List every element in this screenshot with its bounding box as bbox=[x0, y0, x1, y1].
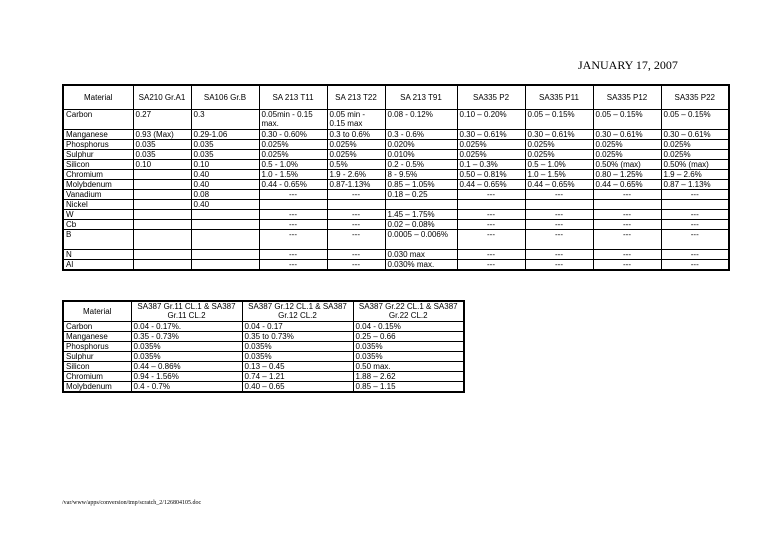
table-row bbox=[63, 159, 729, 169]
table-cell: 0.035% bbox=[242, 351, 353, 361]
table-cell: 0.5% bbox=[327, 159, 385, 169]
table-cell: --- bbox=[327, 209, 385, 219]
table-cell: 0.50 – 0.81% bbox=[457, 169, 525, 179]
table-cell: 0.3 to 0.6% bbox=[327, 129, 385, 139]
table-cell: 0.035% bbox=[131, 351, 242, 361]
table-cell: 0.025% bbox=[661, 149, 729, 159]
table-row bbox=[63, 229, 729, 249]
table-cell: 0.035 bbox=[191, 139, 259, 149]
table-cell: --- bbox=[457, 259, 525, 270]
table-cell: --- bbox=[259, 219, 327, 229]
table-cell: 0.50 max. bbox=[353, 361, 464, 371]
table-cell: --- bbox=[259, 209, 327, 219]
table-cell: 0.035 bbox=[133, 149, 191, 159]
table-cell: 0.50% (max) bbox=[661, 159, 729, 169]
table-cell bbox=[661, 199, 729, 209]
table-cell: 0.5 - 1.0% bbox=[259, 159, 327, 169]
table-cell: --- bbox=[457, 229, 525, 249]
row-label: Nickel bbox=[63, 199, 133, 209]
table-cell bbox=[133, 209, 191, 219]
table-cell bbox=[133, 199, 191, 209]
table-cell bbox=[259, 199, 327, 209]
table-cell: 0.025% bbox=[457, 139, 525, 149]
table-cell: --- bbox=[661, 209, 729, 219]
table-cell bbox=[593, 199, 661, 209]
composition-table-pipes bbox=[62, 84, 730, 271]
table-cell: --- bbox=[457, 219, 525, 229]
table-row bbox=[63, 199, 729, 209]
table-cell: --- bbox=[525, 229, 593, 249]
table-cell: 0.030% max. bbox=[385, 259, 457, 270]
table-row bbox=[63, 149, 729, 159]
table-cell: 0.3 bbox=[191, 109, 259, 129]
column-header: SA387 Gr.11 CL.1 & SA387 Gr.11 CL.2 bbox=[131, 301, 242, 321]
table-cell: --- bbox=[593, 189, 661, 199]
table-row bbox=[63, 259, 729, 270]
table-cell bbox=[191, 229, 259, 249]
table-cell: 0.40 bbox=[191, 179, 259, 189]
table-cell: 0.85 – 1.05% bbox=[385, 179, 457, 189]
table-cell: 0.94 - 1.56% bbox=[131, 371, 242, 381]
row-label: Molybdenum bbox=[63, 381, 131, 392]
table-cell: 0.04 - 0.17%. bbox=[131, 321, 242, 331]
table-cell: 0.29-1.06 bbox=[191, 129, 259, 139]
table-cell: --- bbox=[593, 259, 661, 270]
row-label: Phosphorus bbox=[63, 139, 133, 149]
table-cell: 0.035% bbox=[242, 341, 353, 351]
table-row bbox=[63, 169, 729, 179]
column-header-material: Material bbox=[63, 85, 133, 109]
row-label: Silicon bbox=[63, 159, 133, 169]
row-label: B bbox=[63, 229, 133, 249]
table-row bbox=[63, 321, 464, 331]
table-cell bbox=[385, 199, 457, 209]
table-cell: --- bbox=[259, 229, 327, 249]
table-cell: 0.30 – 0.61% bbox=[525, 129, 593, 139]
table-cell: 0.30 – 0.61% bbox=[457, 129, 525, 139]
table-cell: 0.74 – 1.21 bbox=[242, 371, 353, 381]
column-header: SA335 P2 bbox=[457, 85, 525, 109]
table-cell: 0.35 to 0.73% bbox=[242, 331, 353, 341]
row-label: Manganese bbox=[63, 129, 133, 139]
table-cell: 0.87 – 1.13% bbox=[661, 179, 729, 189]
table-cell: 0.85 – 1.15 bbox=[353, 381, 464, 392]
row-label: Molybdenum bbox=[63, 179, 133, 189]
table-row bbox=[63, 219, 729, 229]
table-cell: 0.030 max bbox=[385, 249, 457, 259]
table-cell bbox=[133, 259, 191, 270]
column-header: SA 213 T11 bbox=[259, 85, 327, 109]
table-row bbox=[63, 129, 729, 139]
table-cell: 0.025% bbox=[661, 139, 729, 149]
table-cell: 0.10 bbox=[133, 159, 191, 169]
table-cell: --- bbox=[457, 249, 525, 259]
table-cell: 0.0005 – 0.006% bbox=[385, 229, 457, 249]
column-header: SA 213 T22 bbox=[327, 85, 385, 109]
row-label: N bbox=[63, 249, 133, 259]
table-cell: 0.025% bbox=[525, 139, 593, 149]
table-cell: 0.035 bbox=[191, 149, 259, 159]
table-cell: --- bbox=[525, 189, 593, 199]
table-cell: --- bbox=[327, 229, 385, 249]
table-cell: 1.0 – 1.5% bbox=[525, 169, 593, 179]
table-cell: 0.025% bbox=[593, 139, 661, 149]
table-cell: 0.1 – 0.3% bbox=[457, 159, 525, 169]
table-cell: 0.2 - 0.5% bbox=[385, 159, 457, 169]
table-cell: 0.025% bbox=[259, 139, 327, 149]
table-row bbox=[63, 331, 464, 341]
table-cell: 0.4 - 0.7% bbox=[131, 381, 242, 392]
table-cell: 0.010% bbox=[385, 149, 457, 159]
table-cell: 1.9 – 2.6% bbox=[661, 169, 729, 179]
table-cell: 0.025% bbox=[327, 139, 385, 149]
table-row bbox=[63, 189, 729, 199]
column-header: SA106 Gr.B bbox=[191, 85, 259, 109]
row-label: Phosphorus bbox=[63, 341, 131, 351]
column-header: SA387 Gr.22 CL.1 & SA387 Gr.22 CL.2 bbox=[353, 301, 464, 321]
table-cell: 0.13 – 0.45 bbox=[242, 361, 353, 371]
table-cell: 0.40 bbox=[191, 199, 259, 209]
table-cell bbox=[191, 209, 259, 219]
table-cell: --- bbox=[525, 259, 593, 270]
row-label: Chromium bbox=[63, 169, 133, 179]
table-cell: --- bbox=[525, 219, 593, 229]
table-cell: --- bbox=[457, 189, 525, 199]
table-cell: --- bbox=[593, 249, 661, 259]
row-label: Vanadium bbox=[63, 189, 133, 199]
table-cell bbox=[191, 219, 259, 229]
table-cell: --- bbox=[661, 189, 729, 199]
table-cell: 0.50% (max) bbox=[593, 159, 661, 169]
table-cell: 0.05min - 0.15 max. bbox=[259, 109, 327, 129]
table-cell: 0.40 bbox=[191, 169, 259, 179]
file-path-footer: /var/www/apps/conversion/tmp/scratch_2/126804105.doc bbox=[62, 500, 202, 506]
column-header: SA210 Gr.A1 bbox=[133, 85, 191, 109]
table-cell: 1.88 – 2.62 bbox=[353, 371, 464, 381]
table-cell: 0.44 – 0.86% bbox=[131, 361, 242, 371]
table-cell: 0.80 – 1.25% bbox=[593, 169, 661, 179]
table-cell: 0.08 - 0.12% bbox=[385, 109, 457, 129]
table-cell: --- bbox=[593, 209, 661, 219]
table-cell: 0.25 – 0.66 bbox=[353, 331, 464, 341]
row-label: W bbox=[63, 209, 133, 219]
table-cell: --- bbox=[661, 259, 729, 270]
table-cell: 0.5 – 1.0% bbox=[525, 159, 593, 169]
table-cell: 0.35 - 0.73% bbox=[131, 331, 242, 341]
table-cell: 0.035% bbox=[131, 341, 242, 351]
table-cell: 0.04 - 0.15% bbox=[353, 321, 464, 331]
column-header: SA335 P12 bbox=[593, 85, 661, 109]
table-cell: --- bbox=[593, 229, 661, 249]
table-cell bbox=[133, 249, 191, 259]
row-label: Silicon bbox=[63, 361, 131, 371]
table-cell bbox=[457, 199, 525, 209]
table-cell: 0.025% bbox=[457, 149, 525, 159]
table-row bbox=[63, 371, 464, 381]
row-label: Al bbox=[63, 259, 133, 270]
table-cell bbox=[133, 189, 191, 199]
column-header: SA335 P22 bbox=[661, 85, 729, 109]
table-cell: 0.30 - 0.60% bbox=[259, 129, 327, 139]
table-cell: 0.27 bbox=[133, 109, 191, 129]
table-row bbox=[63, 351, 464, 361]
row-label: Carbon bbox=[63, 109, 133, 129]
table-cell: --- bbox=[327, 249, 385, 259]
table-cell: 0.44 – 0.65% bbox=[593, 179, 661, 189]
table-cell bbox=[133, 179, 191, 189]
column-header: SA387 Gr.12 CL.1 & SA387 Gr.12 CL.2 bbox=[242, 301, 353, 321]
table-row bbox=[63, 109, 729, 129]
table-cell: 0.93 (Max) bbox=[133, 129, 191, 139]
table-cell: 1.45 – 1.75% bbox=[385, 209, 457, 219]
table-cell: 0.18 – 0.25 bbox=[385, 189, 457, 199]
table-row bbox=[63, 249, 729, 259]
table-cell: --- bbox=[661, 219, 729, 229]
table-cell: --- bbox=[327, 219, 385, 229]
table-cell: 0.035 bbox=[133, 139, 191, 149]
table-row bbox=[63, 139, 729, 149]
table-cell: 0.02 – 0.08% bbox=[385, 219, 457, 229]
table-cell bbox=[525, 199, 593, 209]
table-cell: --- bbox=[327, 259, 385, 270]
table-row bbox=[63, 341, 464, 351]
table-cell: 0.05 – 0.15% bbox=[525, 109, 593, 129]
table-cell bbox=[191, 249, 259, 259]
table-cell: 0.04 - 0.17 bbox=[242, 321, 353, 331]
table-row bbox=[63, 179, 729, 189]
table-cell: --- bbox=[259, 189, 327, 199]
row-label: Manganese bbox=[63, 331, 131, 341]
table-cell: --- bbox=[457, 209, 525, 219]
document-date: JANUARY 17, 2007 bbox=[578, 58, 678, 72]
table-cell: --- bbox=[259, 249, 327, 259]
table-row bbox=[63, 209, 729, 219]
column-header: SA335 P11 bbox=[525, 85, 593, 109]
row-label: Sulphur bbox=[63, 351, 131, 361]
table-cell: 0.05 min - 0.15 max bbox=[327, 109, 385, 129]
table-cell: 0.025% bbox=[259, 149, 327, 159]
row-label: Cb bbox=[63, 219, 133, 229]
table-cell: 0.025% bbox=[593, 149, 661, 159]
table-cell: 0.05 – 0.15% bbox=[593, 109, 661, 129]
table-cell: 0.05 – 0.15% bbox=[661, 109, 729, 129]
table-cell: 0.035% bbox=[353, 341, 464, 351]
table-cell: 0.10 – 0.20% bbox=[457, 109, 525, 129]
table-cell: 0.025% bbox=[525, 149, 593, 159]
composition-table-plates bbox=[62, 300, 465, 393]
table-cell: 8 - 9.5% bbox=[385, 169, 457, 179]
table-row bbox=[63, 361, 464, 371]
table-cell: 0.44 – 0.65% bbox=[457, 179, 525, 189]
table-cell: 1.0 - 1.5% bbox=[259, 169, 327, 179]
table-cell: 0.020% bbox=[385, 139, 457, 149]
table-cell: --- bbox=[525, 249, 593, 259]
table-cell: --- bbox=[593, 219, 661, 229]
table-cell: 0.44 - 0.65% bbox=[259, 179, 327, 189]
table-row bbox=[63, 381, 464, 392]
table-cell: 0.08 bbox=[191, 189, 259, 199]
table-cell bbox=[133, 169, 191, 179]
table-cell bbox=[133, 229, 191, 249]
column-header-material: Material bbox=[63, 301, 131, 321]
table-cell: --- bbox=[661, 249, 729, 259]
table-cell: 0.035% bbox=[353, 351, 464, 361]
table-cell bbox=[191, 259, 259, 270]
table-cell: 0.025% bbox=[327, 149, 385, 159]
column-header: SA 213 T91 bbox=[385, 85, 457, 109]
table-cell: --- bbox=[259, 259, 327, 270]
table-cell: 0.30 – 0.61% bbox=[593, 129, 661, 139]
table-cell: 0.44 – 0.65% bbox=[525, 179, 593, 189]
row-label: Sulphur bbox=[63, 149, 133, 159]
table-cell: 1.9 - 2.6% bbox=[327, 169, 385, 179]
table-cell bbox=[133, 219, 191, 229]
table-cell: --- bbox=[327, 189, 385, 199]
table-cell: --- bbox=[525, 209, 593, 219]
row-label: Carbon bbox=[63, 321, 131, 331]
table-cell: 0.30 – 0.61% bbox=[661, 129, 729, 139]
table-cell bbox=[327, 199, 385, 209]
row-label: Chromium bbox=[63, 371, 131, 381]
table-cell: --- bbox=[661, 229, 729, 249]
table-cell: 0.10 bbox=[191, 159, 259, 169]
table-cell: 0.40 – 0.65 bbox=[242, 381, 353, 392]
table-cell: 0.87-1.13% bbox=[327, 179, 385, 189]
table-cell: 0.3 - 0.6% bbox=[385, 129, 457, 139]
